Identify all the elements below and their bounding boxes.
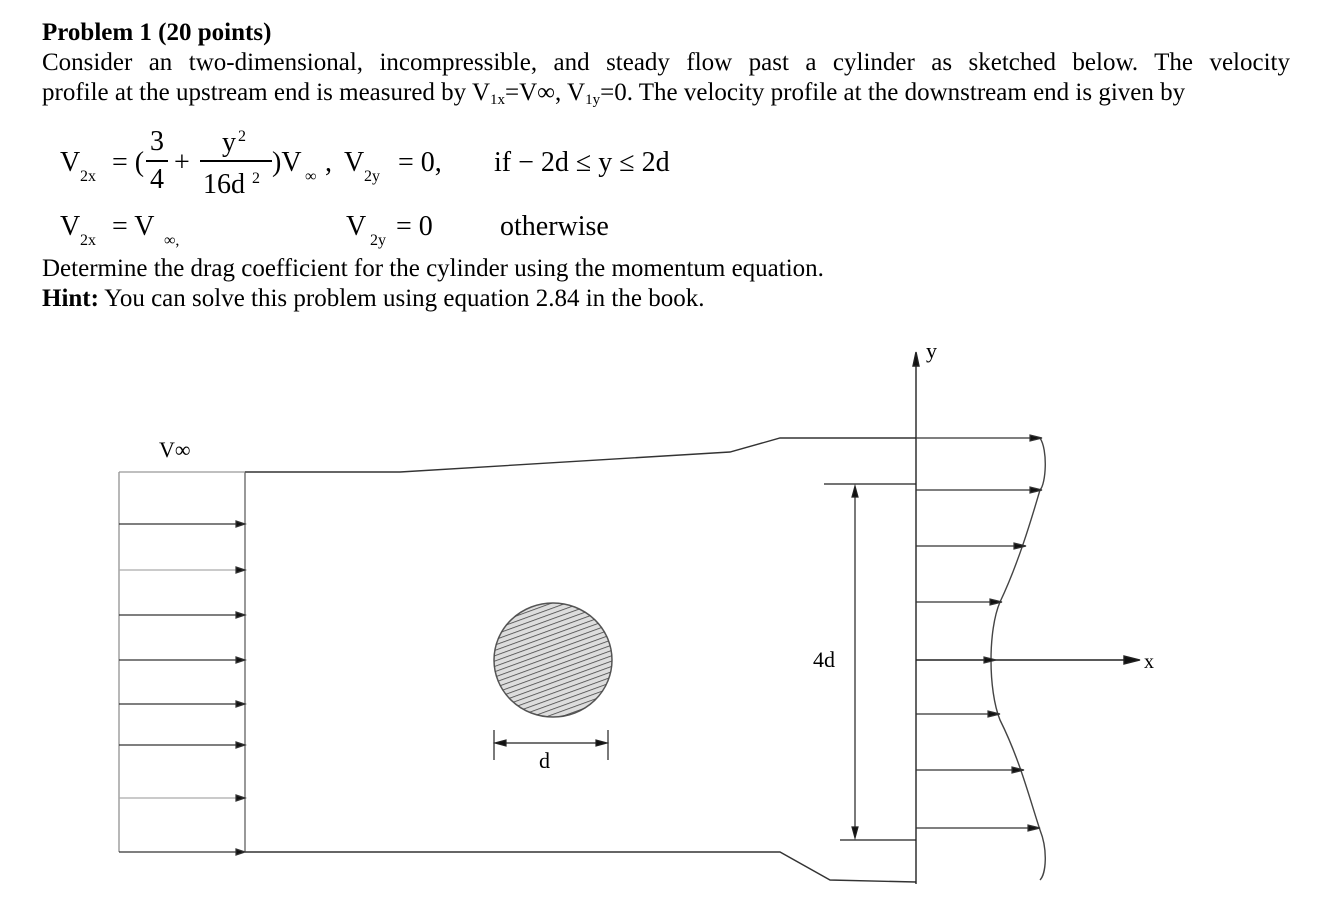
hint-text: You can solve this problem using equation 2.84 in the book. — [98, 285, 705, 312]
intro-part-a: profile at the upstream end is measured by V — [42, 79, 491, 106]
eq2-v: V — [60, 211, 81, 242]
eq1-sub-2x: 2x — [80, 168, 96, 185]
eq1-den2: 16d — [203, 169, 245, 200]
eq1-sub-2y: 2y — [364, 168, 380, 185]
downstream-profile — [916, 435, 1045, 880]
intro-line-1: Consider an two-dimensional, incompressible, and steady flow past a cylinder as sketched below. The velocity — [42, 49, 1290, 76]
eq1-equals-paren: = ( — [112, 147, 145, 178]
eq1-inf-sub: ∞ — [305, 168, 317, 185]
label-4d: 4d — [813, 647, 835, 672]
question-text: Determine the drag coefficient for the cylinder using the momentum equation. — [42, 255, 824, 282]
eq2-inf-sub: ∞, — [164, 232, 180, 249]
eq1-v: V — [60, 147, 81, 178]
label-y: y — [926, 338, 937, 363]
cylinder — [490, 600, 616, 720]
eq1-den1: 4 — [150, 164, 164, 195]
eq2-otherwise: otherwise — [500, 211, 609, 242]
intro-part-c: =0. The velocity profile at the downstream end is given by — [600, 79, 1186, 106]
hint-label: Hint: — [42, 285, 99, 312]
eq2-sub-2y: 2y — [370, 232, 386, 249]
intro-sub-1y: 1y — [585, 92, 601, 108]
eq1-num2: y — [222, 127, 236, 158]
upstream-profile — [119, 472, 245, 855]
eq1-den2-exp: 2 — [252, 170, 260, 187]
eq2-v2y: V — [346, 211, 367, 242]
label-d: d — [539, 748, 550, 773]
cv-bottom-boundary — [245, 852, 916, 882]
intro-sub-1x: 1x — [490, 92, 506, 108]
eq2-equals: = V — [112, 211, 155, 242]
eq2-sub-2x: 2x — [80, 232, 96, 249]
diameter-dimension — [494, 730, 608, 760]
eq1-v2y: V — [344, 147, 365, 178]
eq2-v2y-rhs: = 0 — [396, 211, 433, 242]
cv-top-boundary — [245, 438, 916, 472]
eq1-close: )V — [272, 147, 302, 178]
eq1-num2-exp: 2 — [238, 128, 246, 145]
label-x: x — [1144, 651, 1154, 673]
eq1-plus: + — [174, 147, 190, 178]
eq1-condition: if − 2d ≤ y ≤ 2d — [494, 147, 670, 178]
axes — [913, 352, 1140, 884]
4d-dimension — [824, 484, 916, 840]
problem-title: Problem 1 (20 points) — [42, 19, 272, 46]
eq1-comma: , — [325, 147, 332, 178]
label-vinf: V∞ — [159, 437, 191, 462]
eq1-v2y-rhs: = 0, — [398, 147, 442, 178]
eq1-num1: 3 — [150, 126, 164, 157]
intro-part-b: =V∞, V — [505, 79, 586, 106]
